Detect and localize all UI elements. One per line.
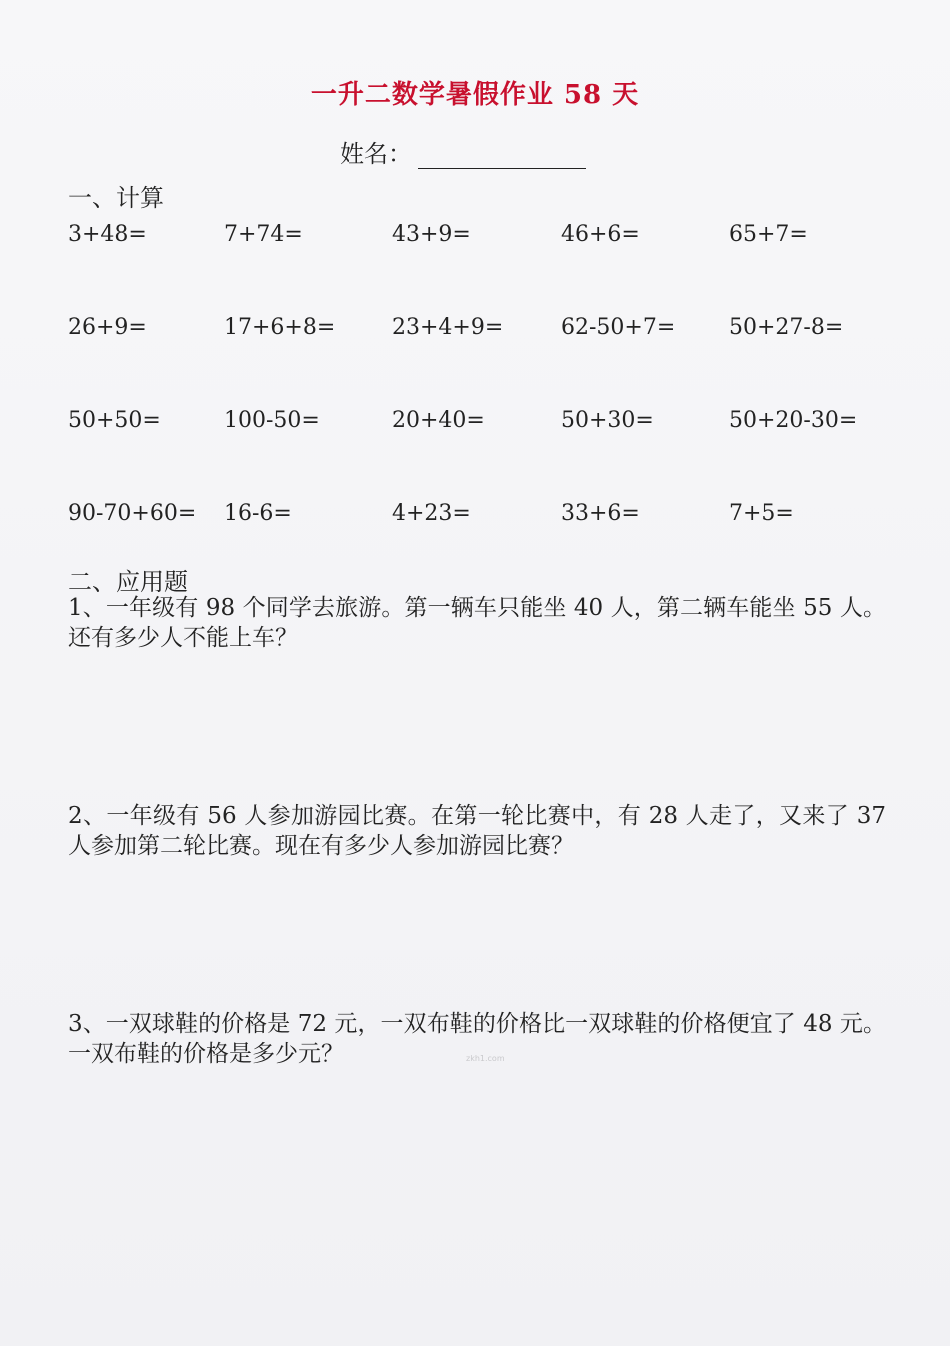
page-title: 一升二数学暑假作业 58 天 <box>310 80 640 110</box>
calc-expression: 26+9= <box>68 315 147 340</box>
calc-expression: 17+6+8= <box>224 315 336 340</box>
name-blank-line[interactable] <box>418 140 586 169</box>
name-field-row <box>340 134 586 169</box>
calc-expression: 50+50= <box>68 408 161 433</box>
calc-expression: 33+6= <box>561 501 640 526</box>
calc-expression: 100-50= <box>224 408 320 433</box>
calc-expression: 50+20-30= <box>729 408 858 433</box>
calc-expression: 7+74= <box>224 222 303 247</box>
calc-row <box>0 501 950 531</box>
calc-expression: 23+4+9= <box>392 315 504 340</box>
name-label: 姓名： <box>340 140 412 168</box>
calc-expression: 20+40= <box>392 408 485 433</box>
calc-expression: 16-6= <box>224 501 292 526</box>
section2-heading: 二、应用题 <box>68 568 188 596</box>
calc-expression: 50+27-8= <box>729 315 844 340</box>
calc-expression: 4+23= <box>392 501 471 526</box>
calc-expression: 90-70+60= <box>68 501 197 526</box>
calc-expression: 62-50+7= <box>561 315 676 340</box>
calc-expression: 3+48= <box>68 222 147 247</box>
calc-expression: 65+7= <box>729 222 808 247</box>
calc-row <box>0 315 950 345</box>
calc-expression: 7+5= <box>729 501 794 526</box>
word-problem-1: 1、一年级有 98 个同学去旅游。第一辆车只能坐 40 人，第二辆车能坐 55 人。还有多少人不能上车？ <box>68 595 886 651</box>
word-problem-2: 2、一年级有 56 人参加游园比赛。在第一轮比赛中，有 28 人走了，又来了 37 人参加第二轮比赛。现在有多少人参加游园比赛？ <box>68 803 886 859</box>
calc-expression: 46+6= <box>561 222 640 247</box>
section1-heading: 一、计算 <box>68 184 164 212</box>
calc-expression: 50+30= <box>561 408 654 433</box>
calc-expression: 43+9= <box>392 222 471 247</box>
watermark-text: zkh1.com <box>466 1054 505 1063</box>
calc-row <box>0 408 950 438</box>
word-problem-3: 3、一双球鞋的价格是 72 元，一双布鞋的价格比一双球鞋的价格便宜了 48 元。一双布鞋的价格是多少元？ <box>68 1011 886 1067</box>
calc-row <box>0 222 950 252</box>
